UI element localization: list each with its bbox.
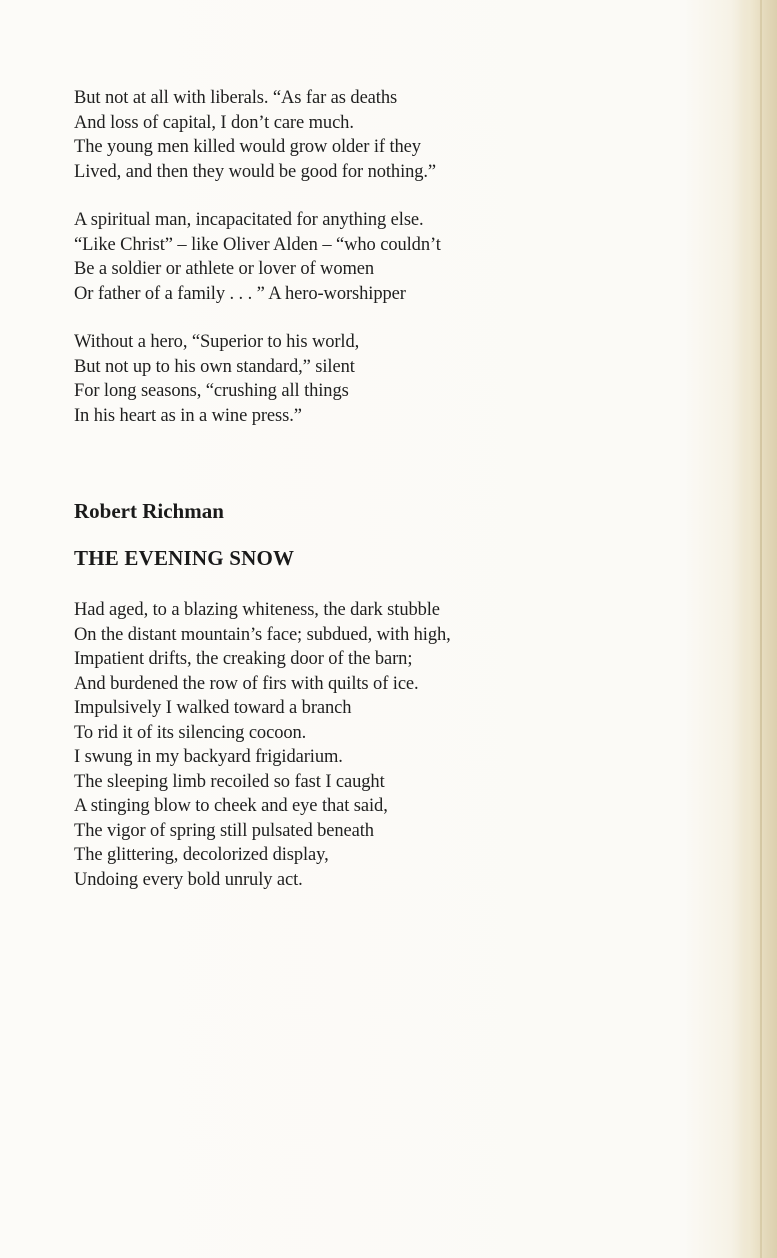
poem-line: Impatient drifts, the creaking door of the barn; xyxy=(74,649,413,669)
poem-line: And loss of capital, I don’t care much. xyxy=(74,112,354,133)
poem-line: The young men killed would grow older if they xyxy=(74,137,421,157)
page-binding-shadow xyxy=(738,0,777,1258)
page-binding-edge xyxy=(760,0,762,1258)
poem-body xyxy=(74,598,694,892)
poem-line: And burdened the row of firs with quilts of ice. xyxy=(74,673,419,694)
poem-line: But not at all with liberals. “As far as deaths xyxy=(74,88,398,108)
poem-line: The glittering, decolorized display, xyxy=(74,845,329,865)
poem-line: Without a hero, “Superior to his world, xyxy=(74,332,360,352)
poem-line: Undoing every bold unruly act. xyxy=(74,869,303,890)
poem-line: I swung in my backyard frigidarium. xyxy=(74,747,343,767)
poem-line: But not up to his own standard,” silent xyxy=(74,356,355,377)
poem-line: Had aged, to a blazing whiteness, the dark stubble xyxy=(74,600,440,620)
poem-line: Or father of a family . . . ” A hero-worshipper xyxy=(74,283,406,304)
poem-line: For long seasons, “crushing all things xyxy=(74,381,349,401)
author-name: Robert Richman xyxy=(74,499,224,523)
poem-line: In his heart as in a wine press.” xyxy=(74,405,302,426)
poem-line: Be a soldier or athlete or lover of women xyxy=(74,259,375,279)
stanza-1 xyxy=(74,86,694,184)
poem-line: Impulsively I walked toward a branch xyxy=(74,698,352,718)
poem-line: The sleeping limb recoiled so fast I caught xyxy=(74,771,385,792)
poem-line: To rid it of its silencing cocoon. xyxy=(74,722,307,743)
stanza-2 xyxy=(74,208,694,306)
stanza-3 xyxy=(74,330,694,428)
stanza-break xyxy=(74,306,694,330)
page-content xyxy=(74,86,694,892)
poem-line: Lived, and then they would be good for nothing.” xyxy=(74,161,437,182)
poem-line: “Like Christ” – like Oliver Alden – “who couldn’t xyxy=(74,234,441,255)
poem-line: A spiritual man, incapacitated for anything else. xyxy=(74,210,424,230)
poem-line: On the distant mountain’s face; subdued, with high, xyxy=(74,624,451,645)
poem-title: THE EVENING SNOW xyxy=(74,546,295,570)
poem-line: The vigor of spring still pulsated beneath xyxy=(74,820,374,841)
stanza-break xyxy=(74,184,694,208)
poem-line: A stinging blow to cheek and eye that said, xyxy=(74,796,388,816)
